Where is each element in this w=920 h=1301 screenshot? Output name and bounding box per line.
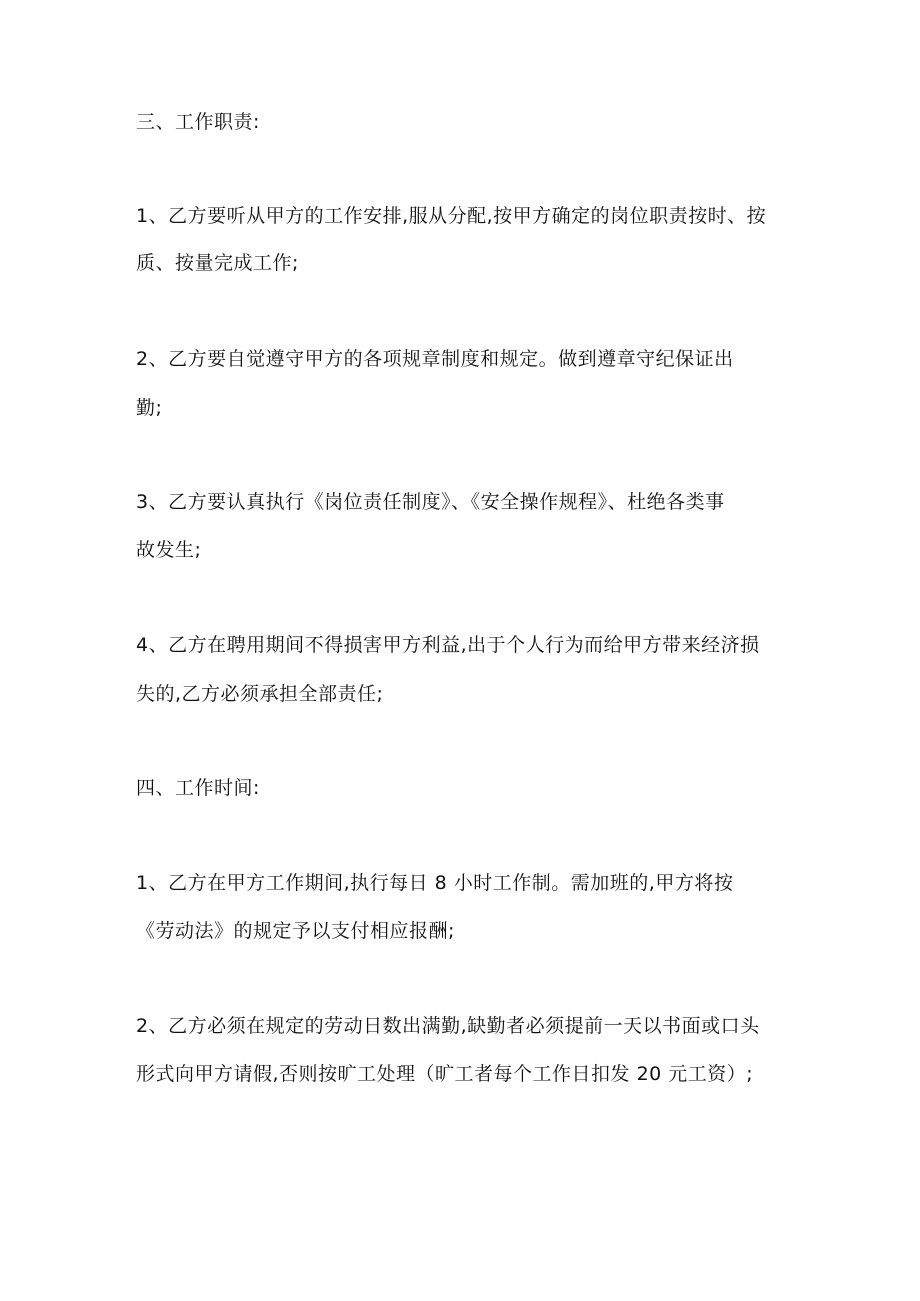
- hours-item-2-line-2: 形式向甲方请假,否则按旷工处理（旷工者每个工作日扣发 20 元工资）;: [136, 1063, 754, 1085]
- hours-item-1-line-2: 《劳动法》的规定予以支付相应报酬;: [136, 920, 455, 942]
- duty-item-4-line-1: 4、乙方在聘用期间不得损害甲方利益,出于个人行为而给甲方带来经济损: [136, 634, 760, 656]
- duty-item-3-line-1: 3、乙方要认真执行《岗位责任制度》、《安全操作规程》、杜绝各类事: [136, 491, 725, 513]
- section-heading-hours: 四、工作时间:: [136, 777, 260, 799]
- duty-item-2-line-2: 勤;: [136, 397, 163, 419]
- duty-item-2-line-1: 2、乙方要自觉遵守甲方的各项规章制度和规定。做到遵章守纪保证出: [136, 348, 734, 370]
- section-heading-duties: 三、工作职责:: [136, 111, 260, 133]
- duty-item-3-line-2: 故发生;: [136, 539, 202, 561]
- duty-item-1-line-2: 质、按量完成工作;: [136, 252, 299, 274]
- hours-item-1-line-1: 1、乙方在甲方工作期间,执行每日 8 小时工作制。需加班的,甲方将按: [136, 872, 734, 894]
- hours-item-2-line-1: 2、乙方必须在规定的劳动日数出满勤,缺勤者必须提前一天以书面或口头: [136, 1015, 760, 1037]
- duty-item-4-line-2: 失的,乙方必须承担全部责任;: [136, 683, 384, 705]
- duty-item-1-line-1: 1、乙方要听从甲方的工作安排,服从分配,按甲方确定的岗位职责按时、按: [136, 205, 767, 227]
